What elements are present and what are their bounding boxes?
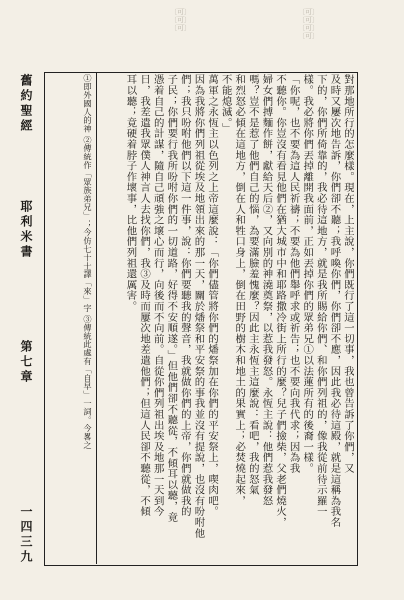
text-line: 和烈怒必傾在這地方，倒在人和牲口身上，倒在田野的樹木和地土的果實上；必焚燒起來，	[233, 74, 246, 506]
text-line: 「你呢，也不要為這人民祈禱；不要為他們舉呼求或祈告；也不要向我代求；因為我	[287, 74, 300, 474]
text-line: 下的，你們所倚靠的，我必待這地方，就是我所賜給你們、和你們列祖的，像我從前待示羅一	[314, 74, 327, 517]
main-scripture-text	[104, 74, 354, 562]
text-line: 婦女們搏麵作餅，獻給天后②，又向別的神澆奠祭，以惹我發怒。永恆主說：他們惹我發怒	[260, 74, 273, 506]
book-name: 耶利米書	[19, 200, 33, 260]
chapter-label: 第七章	[19, 340, 33, 385]
text-line: 對那地所行的怎麼樣。現在，上主說，你們既行了這一切事，我也曾告訴了你們，又	[342, 74, 354, 474]
text-line: 們；我只吩咐他們以下這一件事，說：你們要聽我的聲音，我就做你們的上帝，你們就做我的	[178, 74, 191, 517]
text-line: 子民；你們要行我所吩咐你們的一切道路，好得不安順遂。」但他們卻不聽從，不傾耳以聽，竟	[165, 74, 178, 523]
footnotes	[46, 74, 94, 562]
text-line: 憑着自己的計謀，隨自己頑強之壞心而行，向後而不向前。自從你們列祖出埃及地那一天到今	[151, 74, 164, 517]
text-line: 不聽你。你豈沒有看見他們在猶大城市中和耶路撒冷街上所行的麼？兒子們撿柴，父老們燒火，	[274, 74, 287, 528]
text-line: 因為我將你們列祖從埃及地領出來的那一天，關於燔祭和平安祭的事我並沒有提說，也沒有吩咐他	[192, 74, 205, 539]
page-number: 一四三九	[19, 505, 33, 565]
book-label: 舊約聖經	[19, 74, 33, 134]
notes-divider	[96, 72, 97, 564]
text-line: 不能熄滅。」	[219, 74, 232, 134]
text-line: 及時又屢次地告訴，你們卻不聽；我呼喚你們，你們卻不應，因此我必待這殿，就是這稱為我名	[328, 74, 341, 528]
text-line: 耳以聽；竟硬着脖子作壞事，比他們列祖還厲害。	[124, 74, 137, 312]
bleed-through-marks-right: 〔可〕 〔可〕 〔可〕 〔可〕	[298, 8, 319, 40]
bleed-through-marks-left: 〔可〕 〔可〕 〔可〕	[170, 8, 191, 32]
text-line: 嗎？豈不是惹了他們自己的惱，為要滿臉羞愧麼？因此主永恆主這麼說：看吧，我的怒氣	[246, 74, 259, 496]
text-line: 萬軍之永恆主以色列之上帝這麼說：「你們儘管將你們的燔祭加在你們的平安祭上，喫肉吧。	[206, 74, 219, 517]
text-line: 樣。我必將你們丟掉離開我面前，正如丟掉你們的眾弟兄①以法蓮所有的後裔一樣。	[301, 74, 314, 474]
text-line: 日，我差遣我眾僕人神言人去找你們，我③及時而屢次地差遣他們；但這人民卻不聽從，不傾	[138, 74, 151, 517]
footnote-text: ①即外國人的神 ②傳統作「眾族弟兄」；今仿七十士譯「來」字 ③傳統此處有「自早」一詞。今畧之	[83, 74, 93, 450]
